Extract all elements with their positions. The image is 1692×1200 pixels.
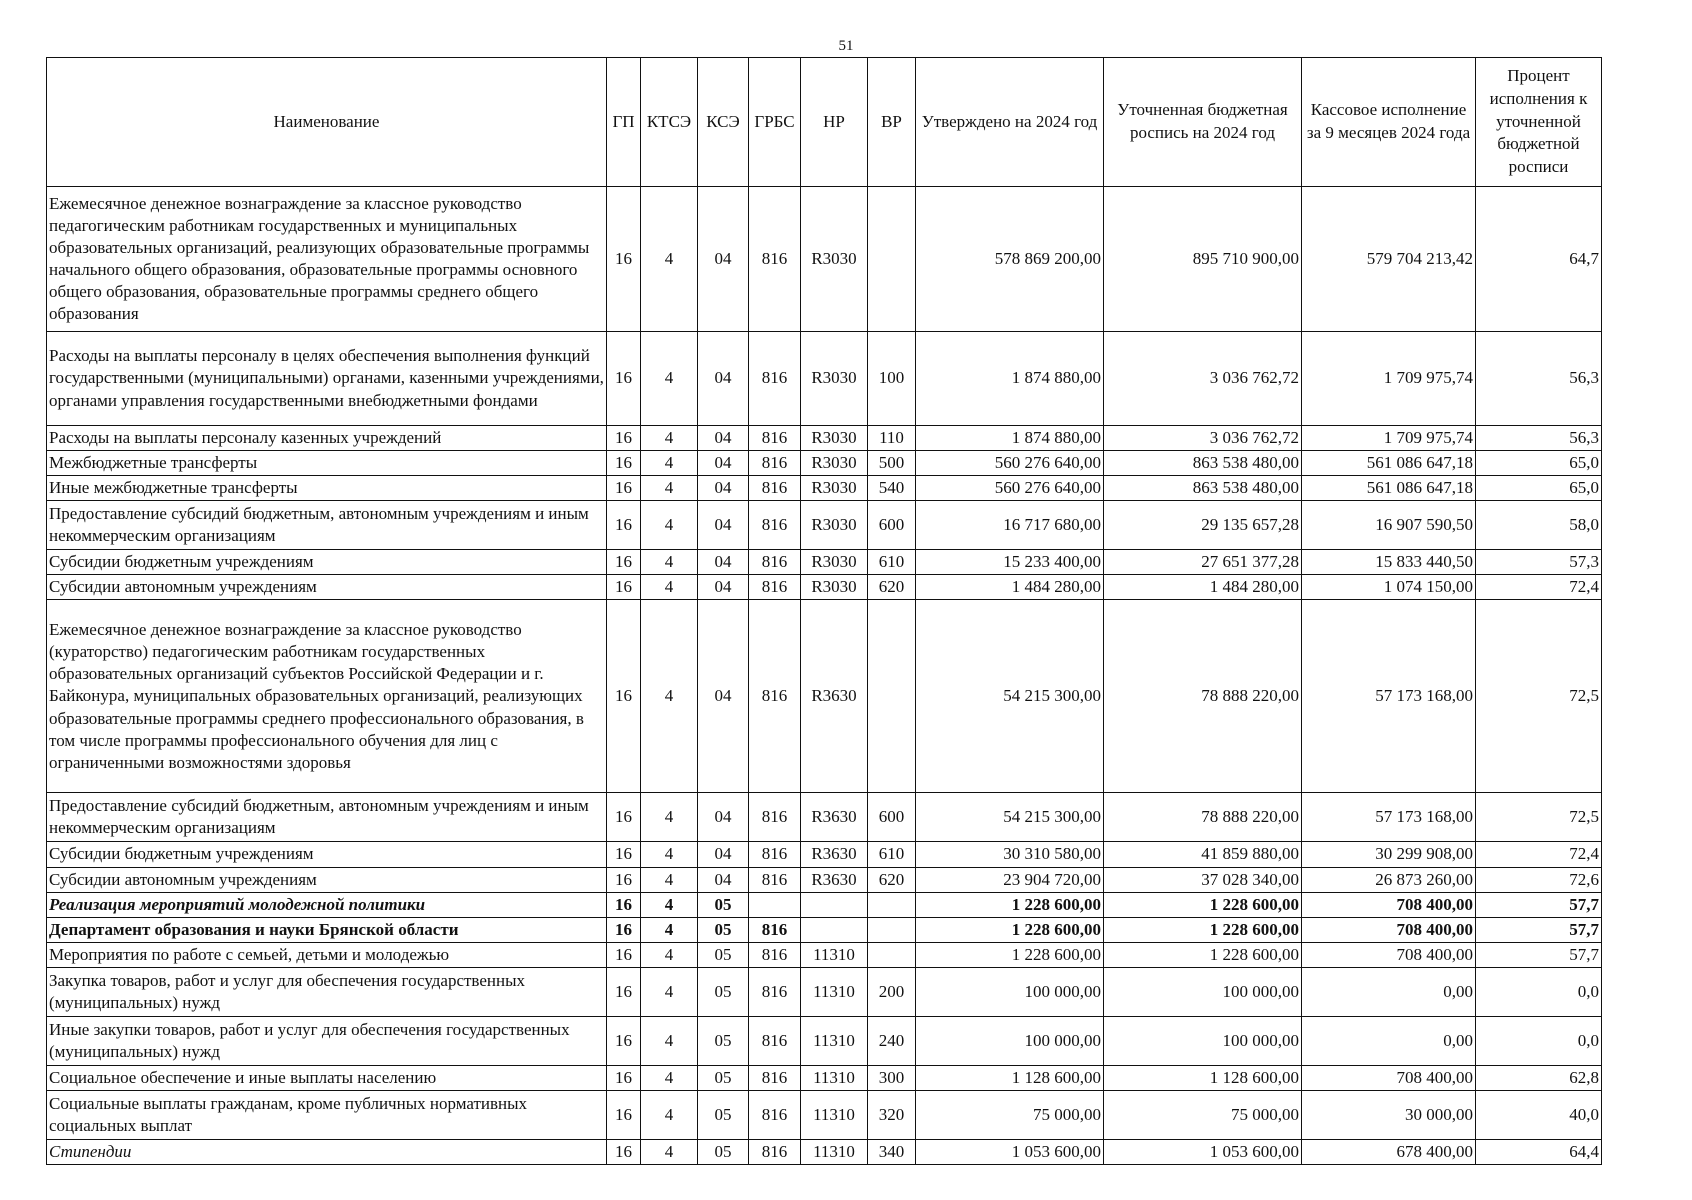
cell-np: R3030 bbox=[801, 451, 868, 476]
cell-refined: 1 128 600,00 bbox=[1104, 1065, 1302, 1090]
cell-refined: 75 000,00 bbox=[1104, 1091, 1302, 1140]
cell-vr: 240 bbox=[868, 1016, 916, 1065]
cell-kse: 04 bbox=[698, 793, 749, 842]
cell-ktse: 4 bbox=[641, 476, 698, 501]
cell-np: 11310 bbox=[801, 942, 868, 967]
cell-approved: 560 276 640,00 bbox=[916, 476, 1104, 501]
cell-kse: 04 bbox=[698, 501, 749, 550]
cell-approved: 23 904 720,00 bbox=[916, 867, 1104, 892]
cell-ktse: 4 bbox=[641, 501, 698, 550]
table-row bbox=[47, 1091, 1602, 1140]
cell-gp: 16 bbox=[607, 967, 641, 1016]
cell-grbs: 816 bbox=[749, 426, 801, 451]
table-row bbox=[47, 1140, 1602, 1165]
cell-np: 11310 bbox=[801, 1091, 868, 1140]
header-row bbox=[47, 58, 1602, 187]
cell-approved: 1 228 600,00 bbox=[916, 942, 1104, 967]
cell-kse: 05 bbox=[698, 1016, 749, 1065]
cell-kse: 05 bbox=[698, 1065, 749, 1090]
cell-grbs: 816 bbox=[749, 1016, 801, 1065]
cell-kse: 04 bbox=[698, 187, 749, 332]
cell-name: Предоставление субсидий бюджетным, автономным учреждениям и иным некоммерческим организациям bbox=[47, 793, 607, 842]
cell-ktse: 4 bbox=[641, 1016, 698, 1065]
cell-grbs: 816 bbox=[749, 1140, 801, 1165]
cell-percent: 56,3 bbox=[1476, 332, 1602, 426]
cell-vr bbox=[868, 942, 916, 967]
header-np: НР bbox=[801, 58, 868, 187]
cell-grbs: 816 bbox=[749, 501, 801, 550]
cell-percent: 56,3 bbox=[1476, 426, 1602, 451]
cell-refined: 1 228 600,00 bbox=[1104, 892, 1302, 917]
cell-grbs: 816 bbox=[749, 967, 801, 1016]
cell-refined: 1 053 600,00 bbox=[1104, 1140, 1302, 1165]
cell-grbs: 816 bbox=[749, 1091, 801, 1140]
cell-gp: 16 bbox=[607, 942, 641, 967]
cell-np: 11310 bbox=[801, 1065, 868, 1090]
cell-percent: 72,5 bbox=[1476, 600, 1602, 793]
cell-vr bbox=[868, 600, 916, 793]
cell-np: R3630 bbox=[801, 842, 868, 867]
cell-cash: 57 173 168,00 bbox=[1302, 600, 1476, 793]
cell-vr: 110 bbox=[868, 426, 916, 451]
cell-vr: 600 bbox=[868, 793, 916, 842]
cell-cash: 708 400,00 bbox=[1302, 917, 1476, 942]
cell-kse: 04 bbox=[698, 842, 749, 867]
cell-refined: 3 036 762,72 bbox=[1104, 332, 1302, 426]
cell-approved: 100 000,00 bbox=[916, 967, 1104, 1016]
table-row bbox=[47, 451, 1602, 476]
cell-vr: 620 bbox=[868, 575, 916, 600]
cell-percent: 58,0 bbox=[1476, 501, 1602, 550]
cell-cash: 16 907 590,50 bbox=[1302, 501, 1476, 550]
header-approved: Утверждено на 2024 год bbox=[916, 58, 1104, 187]
cell-name: Субсидии автономным учреждениям bbox=[47, 575, 607, 600]
cell-cash: 26 873 260,00 bbox=[1302, 867, 1476, 892]
cell-percent: 64,4 bbox=[1476, 1140, 1602, 1165]
table-row bbox=[47, 842, 1602, 867]
cell-gp: 16 bbox=[607, 842, 641, 867]
cell-approved: 560 276 640,00 bbox=[916, 451, 1104, 476]
cell-grbs: 816 bbox=[749, 842, 801, 867]
cell-np: 11310 bbox=[801, 967, 868, 1016]
cell-gp: 16 bbox=[607, 867, 641, 892]
header-grbs: ГРБС bbox=[749, 58, 801, 187]
cell-refined: 1 484 280,00 bbox=[1104, 575, 1302, 600]
cell-np: R3030 bbox=[801, 575, 868, 600]
cell-np: 11310 bbox=[801, 1140, 868, 1165]
table-row bbox=[47, 550, 1602, 575]
cell-ktse: 4 bbox=[641, 451, 698, 476]
cell-kse: 04 bbox=[698, 550, 749, 575]
cell-approved: 1 874 880,00 bbox=[916, 332, 1104, 426]
cell-name: Расходы на выплаты персоналу в целях обеспечения выполнения функций государственными (муниципальными) органами, казенными учреждениями, органами управления государственными внебюджетными фондами bbox=[47, 332, 607, 426]
cell-grbs: 816 bbox=[749, 575, 801, 600]
cell-grbs: 816 bbox=[749, 867, 801, 892]
table-row bbox=[47, 967, 1602, 1016]
cell-cash: 678 400,00 bbox=[1302, 1140, 1476, 1165]
cell-gp: 16 bbox=[607, 1065, 641, 1090]
table-row bbox=[47, 892, 1602, 917]
cell-vr: 200 bbox=[868, 967, 916, 1016]
cell-grbs: 816 bbox=[749, 793, 801, 842]
cell-approved: 54 215 300,00 bbox=[916, 600, 1104, 793]
cell-name: Стипендии bbox=[47, 1140, 607, 1165]
cell-percent: 65,0 bbox=[1476, 476, 1602, 501]
table-row bbox=[47, 575, 1602, 600]
cell-grbs: 816 bbox=[749, 600, 801, 793]
header-gp: ГП bbox=[607, 58, 641, 187]
cell-grbs: 816 bbox=[749, 942, 801, 967]
cell-name: Закупка товаров, работ и услуг для обеспечения государственных (муниципальных) нужд bbox=[47, 967, 607, 1016]
cell-name: Департамент образования и науки Брянской области bbox=[47, 917, 607, 942]
cell-refined: 27 651 377,28 bbox=[1104, 550, 1302, 575]
table-row bbox=[47, 1016, 1602, 1065]
cell-approved: 16 717 680,00 bbox=[916, 501, 1104, 550]
cell-grbs: 816 bbox=[749, 451, 801, 476]
table-row bbox=[47, 867, 1602, 892]
cell-percent: 64,7 bbox=[1476, 187, 1602, 332]
cell-grbs: 816 bbox=[749, 332, 801, 426]
cell-name: Расходы на выплаты персоналу казенных учреждений bbox=[47, 426, 607, 451]
cell-gp: 16 bbox=[607, 1091, 641, 1140]
cell-approved: 1 874 880,00 bbox=[916, 426, 1104, 451]
cell-refined: 78 888 220,00 bbox=[1104, 600, 1302, 793]
table-row bbox=[47, 942, 1602, 967]
cell-percent: 72,4 bbox=[1476, 842, 1602, 867]
cell-vr: 540 bbox=[868, 476, 916, 501]
cell-ktse: 4 bbox=[641, 550, 698, 575]
header-ktse: КТСЭ bbox=[641, 58, 698, 187]
cell-np bbox=[801, 892, 868, 917]
cell-percent: 0,0 bbox=[1476, 967, 1602, 1016]
cell-grbs: 816 bbox=[749, 550, 801, 575]
cell-ktse: 4 bbox=[641, 187, 698, 332]
cell-np: R3630 bbox=[801, 793, 868, 842]
cell-refined: 37 028 340,00 bbox=[1104, 867, 1302, 892]
cell-name: Предоставление субсидий бюджетным, автономным учреждениям и иным некоммерческим организациям bbox=[47, 501, 607, 550]
cell-vr bbox=[868, 917, 916, 942]
header-vr: ВР bbox=[868, 58, 916, 187]
cell-ktse: 4 bbox=[641, 842, 698, 867]
cell-cash: 30 299 908,00 bbox=[1302, 842, 1476, 867]
cell-cash: 579 704 213,42 bbox=[1302, 187, 1476, 332]
cell-gp: 16 bbox=[607, 501, 641, 550]
header-cash: Кассовое исполнение за 9 месяцев 2024 года bbox=[1302, 58, 1476, 187]
cell-name: Ежемесячное денежное вознаграждение за классное руководство педагогическим работникам государственных и муниципальных образовательных организаций, реализующих образовательные программы начального общего образования, образовательные программы основного общего образования, образовательные программы среднего общего образования bbox=[47, 187, 607, 332]
cell-grbs: 816 bbox=[749, 917, 801, 942]
cell-name: Субсидии автономным учреждениям bbox=[47, 867, 607, 892]
cell-name: Социальные выплаты гражданам, кроме публичных нормативных социальных выплат bbox=[47, 1091, 607, 1140]
cell-percent: 72,5 bbox=[1476, 793, 1602, 842]
cell-percent: 65,0 bbox=[1476, 451, 1602, 476]
cell-approved: 54 215 300,00 bbox=[916, 793, 1104, 842]
header-percent: Процент исполнения к уточненной бюджетной росписи bbox=[1476, 58, 1602, 187]
cell-refined: 863 538 480,00 bbox=[1104, 476, 1302, 501]
cell-cash: 561 086 647,18 bbox=[1302, 451, 1476, 476]
cell-ktse: 4 bbox=[641, 1091, 698, 1140]
table-row bbox=[47, 917, 1602, 942]
cell-name: Реализация мероприятий молодежной политики bbox=[47, 892, 607, 917]
cell-approved: 100 000,00 bbox=[916, 1016, 1104, 1065]
cell-approved: 1 228 600,00 bbox=[916, 917, 1104, 942]
cell-kse: 04 bbox=[698, 575, 749, 600]
table-row bbox=[47, 501, 1602, 550]
cell-gp: 16 bbox=[607, 550, 641, 575]
cell-ktse: 4 bbox=[641, 867, 698, 892]
page-number: 51 bbox=[838, 38, 854, 54]
cell-ktse: 4 bbox=[641, 332, 698, 426]
cell-percent: 62,8 bbox=[1476, 1065, 1602, 1090]
cell-ktse: 4 bbox=[641, 967, 698, 1016]
cell-refined: 41 859 880,00 bbox=[1104, 842, 1302, 867]
table-row bbox=[47, 793, 1602, 842]
cell-refined: 895 710 900,00 bbox=[1104, 187, 1302, 332]
cell-ktse: 4 bbox=[641, 575, 698, 600]
cell-name: Ежемесячное денежное вознаграждение за классное руководство (кураторство) педагогическим работникам государственных образовательных организаций субъектов Российской Федерации и г. Байконура, муниципальных образовательных организаций, реализующих образовательные программы среднего профессионального образования, в том числе программы профессионального обучения для лиц с ограниченными возможностями здоровья bbox=[47, 600, 607, 793]
cell-percent: 0,0 bbox=[1476, 1016, 1602, 1065]
cell-cash: 57 173 168,00 bbox=[1302, 793, 1476, 842]
cell-ktse: 4 bbox=[641, 1140, 698, 1165]
header-refined: Уточненная бюджетная роспись на 2024 год bbox=[1104, 58, 1302, 187]
cell-gp: 16 bbox=[607, 187, 641, 332]
cell-gp: 16 bbox=[607, 451, 641, 476]
cell-grbs: 816 bbox=[749, 476, 801, 501]
header-name: Наименование bbox=[47, 58, 607, 187]
cell-kse: 05 bbox=[698, 967, 749, 1016]
cell-percent: 57,7 bbox=[1476, 892, 1602, 917]
cell-gp: 16 bbox=[607, 1016, 641, 1065]
cell-np: R3630 bbox=[801, 600, 868, 793]
cell-cash: 708 400,00 bbox=[1302, 892, 1476, 917]
cell-kse: 04 bbox=[698, 867, 749, 892]
cell-np: 11310 bbox=[801, 1016, 868, 1065]
cell-kse: 04 bbox=[698, 426, 749, 451]
table-row bbox=[47, 187, 1602, 332]
cell-cash: 1 074 150,00 bbox=[1302, 575, 1476, 600]
cell-np: R3030 bbox=[801, 501, 868, 550]
cell-vr: 620 bbox=[868, 867, 916, 892]
table-row bbox=[47, 426, 1602, 451]
cell-approved: 30 310 580,00 bbox=[916, 842, 1104, 867]
budget-table bbox=[46, 57, 1602, 1165]
cell-name: Социальное обеспечение и иные выплаты населению bbox=[47, 1065, 607, 1090]
cell-name: Субсидии бюджетным учреждениям bbox=[47, 842, 607, 867]
cell-gp: 16 bbox=[607, 600, 641, 793]
cell-gp: 16 bbox=[607, 476, 641, 501]
cell-vr: 600 bbox=[868, 501, 916, 550]
cell-percent: 72,6 bbox=[1476, 867, 1602, 892]
cell-name: Иные межбюджетные трансферты bbox=[47, 476, 607, 501]
cell-gp: 16 bbox=[607, 892, 641, 917]
cell-name: Иные закупки товаров, работ и услуг для обеспечения государственных (муниципальных) нужд bbox=[47, 1016, 607, 1065]
cell-vr bbox=[868, 187, 916, 332]
cell-percent: 40,0 bbox=[1476, 1091, 1602, 1140]
cell-np: R3630 bbox=[801, 867, 868, 892]
cell-percent: 57,7 bbox=[1476, 942, 1602, 967]
cell-refined: 863 538 480,00 bbox=[1104, 451, 1302, 476]
cell-approved: 15 233 400,00 bbox=[916, 550, 1104, 575]
cell-ktse: 4 bbox=[641, 793, 698, 842]
cell-ktse: 4 bbox=[641, 917, 698, 942]
cell-np: R3030 bbox=[801, 426, 868, 451]
cell-name: Субсидии бюджетным учреждениям bbox=[47, 550, 607, 575]
cell-ktse: 4 bbox=[641, 426, 698, 451]
cell-gp: 16 bbox=[607, 917, 641, 942]
cell-approved: 1 484 280,00 bbox=[916, 575, 1104, 600]
cell-np: R3030 bbox=[801, 476, 868, 501]
cell-approved: 1 228 600,00 bbox=[916, 892, 1104, 917]
cell-kse: 05 bbox=[698, 942, 749, 967]
cell-grbs bbox=[749, 892, 801, 917]
cell-gp: 16 bbox=[607, 1140, 641, 1165]
cell-percent: 57,3 bbox=[1476, 550, 1602, 575]
cell-gp: 16 bbox=[607, 793, 641, 842]
cell-refined: 1 228 600,00 bbox=[1104, 942, 1302, 967]
table-row bbox=[47, 332, 1602, 426]
cell-kse: 05 bbox=[698, 1091, 749, 1140]
cell-np: R3030 bbox=[801, 332, 868, 426]
cell-vr: 500 bbox=[868, 451, 916, 476]
cell-name: Межбюджетные трансферты bbox=[47, 451, 607, 476]
cell-cash: 30 000,00 bbox=[1302, 1091, 1476, 1140]
cell-kse: 04 bbox=[698, 600, 749, 793]
cell-kse: 04 bbox=[698, 476, 749, 501]
cell-cash: 561 086 647,18 bbox=[1302, 476, 1476, 501]
cell-vr: 340 bbox=[868, 1140, 916, 1165]
table-row bbox=[47, 1065, 1602, 1090]
cell-gp: 16 bbox=[607, 332, 641, 426]
cell-cash: 708 400,00 bbox=[1302, 1065, 1476, 1090]
cell-np: R3030 bbox=[801, 187, 868, 332]
cell-ktse: 4 bbox=[641, 1065, 698, 1090]
cell-kse: 05 bbox=[698, 917, 749, 942]
cell-cash: 0,00 bbox=[1302, 967, 1476, 1016]
cell-vr bbox=[868, 892, 916, 917]
table-body bbox=[47, 187, 1602, 1165]
cell-refined: 78 888 220,00 bbox=[1104, 793, 1302, 842]
cell-kse: 04 bbox=[698, 451, 749, 476]
cell-refined: 1 228 600,00 bbox=[1104, 917, 1302, 942]
cell-cash: 1 709 975,74 bbox=[1302, 332, 1476, 426]
cell-approved: 578 869 200,00 bbox=[916, 187, 1104, 332]
cell-name: Мероприятия по работе с семьей, детьми и молодежью bbox=[47, 942, 607, 967]
header-kse: КСЭ bbox=[698, 58, 749, 187]
cell-ktse: 4 bbox=[641, 942, 698, 967]
cell-vr: 610 bbox=[868, 842, 916, 867]
cell-kse: 05 bbox=[698, 1140, 749, 1165]
cell-approved: 1 053 600,00 bbox=[916, 1140, 1104, 1165]
cell-np: R3030 bbox=[801, 550, 868, 575]
table-row bbox=[47, 600, 1602, 793]
cell-vr: 320 bbox=[868, 1091, 916, 1140]
cell-vr: 100 bbox=[868, 332, 916, 426]
cell-percent: 57,7 bbox=[1476, 917, 1602, 942]
cell-vr: 300 bbox=[868, 1065, 916, 1090]
cell-kse: 05 bbox=[698, 892, 749, 917]
cell-cash: 1 709 975,74 bbox=[1302, 426, 1476, 451]
cell-cash: 708 400,00 bbox=[1302, 942, 1476, 967]
cell-refined: 29 135 657,28 bbox=[1104, 501, 1302, 550]
cell-ktse: 4 bbox=[641, 892, 698, 917]
table-row bbox=[47, 476, 1602, 501]
cell-grbs: 816 bbox=[749, 1065, 801, 1090]
cell-percent: 72,4 bbox=[1476, 575, 1602, 600]
cell-kse: 04 bbox=[698, 332, 749, 426]
cell-refined: 3 036 762,72 bbox=[1104, 426, 1302, 451]
cell-cash: 15 833 440,50 bbox=[1302, 550, 1476, 575]
cell-grbs: 816 bbox=[749, 187, 801, 332]
cell-gp: 16 bbox=[607, 426, 641, 451]
cell-ktse: 4 bbox=[641, 600, 698, 793]
cell-gp: 16 bbox=[607, 575, 641, 600]
cell-refined: 100 000,00 bbox=[1104, 1016, 1302, 1065]
cell-approved: 75 000,00 bbox=[916, 1091, 1104, 1140]
cell-vr: 610 bbox=[868, 550, 916, 575]
cell-cash: 0,00 bbox=[1302, 1016, 1476, 1065]
cell-np bbox=[801, 917, 868, 942]
cell-approved: 1 128 600,00 bbox=[916, 1065, 1104, 1090]
cell-refined: 100 000,00 bbox=[1104, 967, 1302, 1016]
